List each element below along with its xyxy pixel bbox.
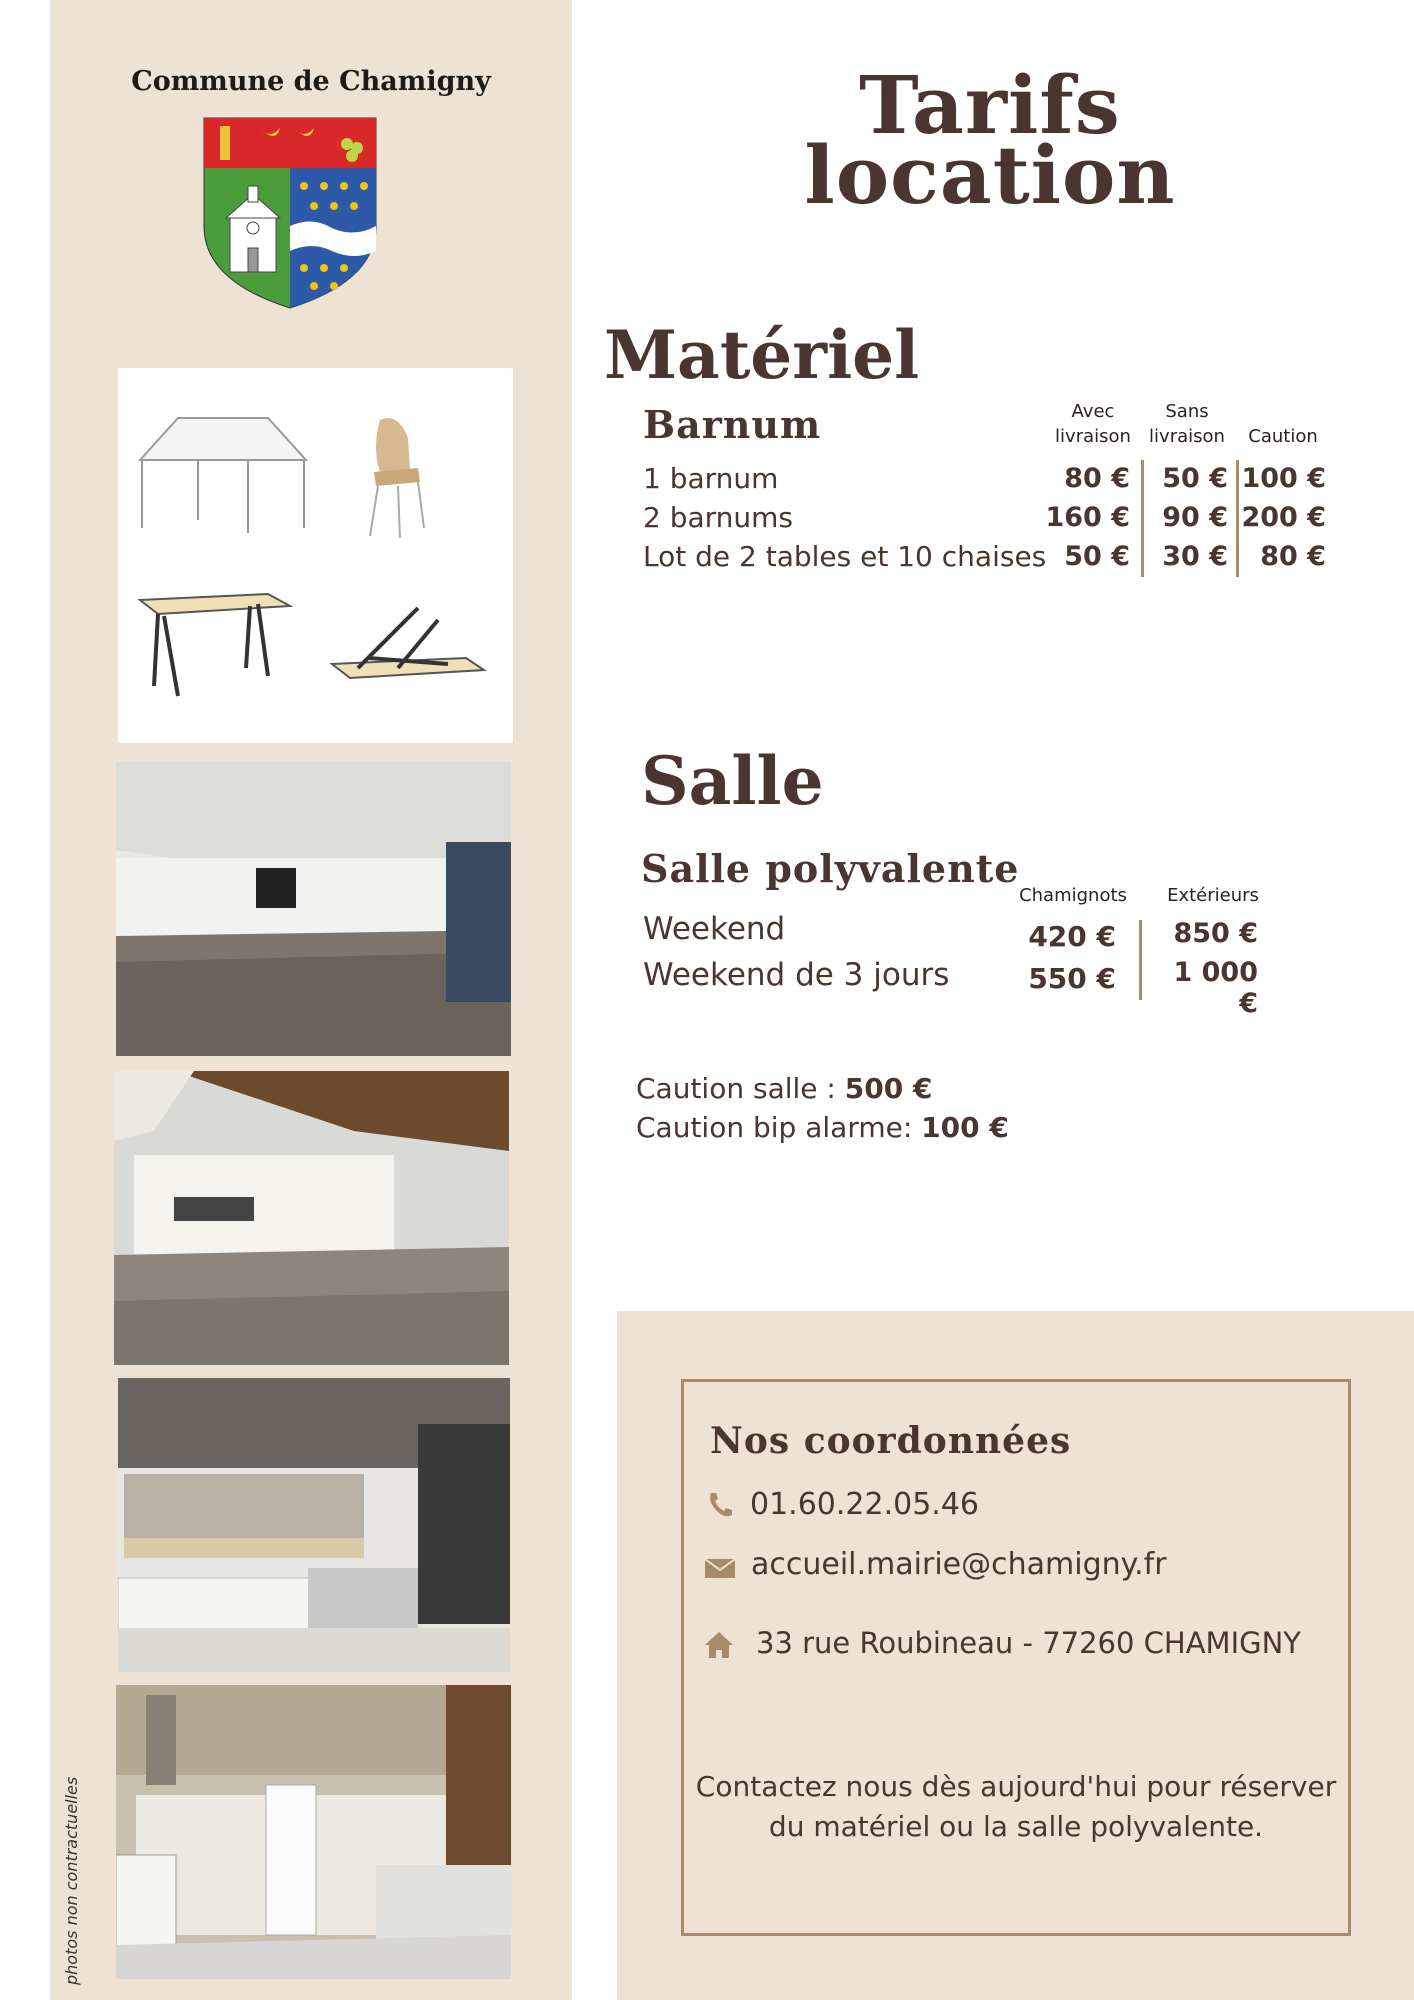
price-sans: 30 € <box>1162 541 1228 572</box>
col-exterieurs: Extérieurs <box>1167 885 1259 906</box>
salle-heading: Salle <box>641 742 824 820</box>
price-caution: 100 € <box>1241 463 1326 494</box>
price-caution: 80 € <box>1260 541 1326 572</box>
title-line-2: location <box>804 128 1176 222</box>
materiel-row-label: 1 barnum <box>643 462 779 495</box>
commune-name: Commune de Chamigny <box>131 66 491 97</box>
photo-kitchen-2 <box>116 1685 511 1979</box>
photos-disclaimer: photos non contractuelles <box>62 1776 81 1985</box>
price-sans: 90 € <box>1162 502 1228 533</box>
divider <box>1139 920 1142 1000</box>
photo-hall-1 <box>116 762 511 1056</box>
price-chamignots: 550 € <box>1028 962 1116 995</box>
price-chamignots: 420 € <box>1028 920 1116 953</box>
page-title <box>780 58 1200 222</box>
col-avec-livraison: Avec livraison <box>1055 401 1131 447</box>
photo-kitchen-1 <box>118 1378 510 1672</box>
price-exterieurs: 1 000 € <box>1173 957 1258 1019</box>
contact-address: 33 rue Roubineau - 77260 CHAMIGNY <box>756 1626 1302 1660</box>
salle-row-label: Weekend de 3 jours <box>643 957 950 993</box>
title-line-1: Tarifs <box>859 58 1121 152</box>
mail-icon <box>704 1553 736 1583</box>
materiel-row-label: 2 barnums <box>643 501 794 534</box>
phone-icon <box>705 1490 735 1520</box>
price-exterieurs: 850 € <box>1173 918 1258 949</box>
sidebar <box>50 0 572 2000</box>
col-chamignots: Chamignots <box>1019 885 1127 906</box>
barnum-subheading: Barnum <box>643 402 822 447</box>
contact-heading: Nos coordonnées <box>710 1420 1072 1462</box>
caution-salle: Caution salle : 500 € <box>636 1072 933 1105</box>
price-avec: 50 € <box>1064 541 1130 572</box>
price-avec: 80 € <box>1064 463 1130 494</box>
col-sans-livraison: Sans livraison <box>1149 401 1225 447</box>
photo-equipment <box>118 368 513 743</box>
salle-subheading: Salle polyvalente <box>641 846 1020 891</box>
contact-email[interactable]: accueil.mairie@chamigny.fr <box>751 1547 1167 1582</box>
home-icon <box>704 1630 734 1660</box>
col-caution: Caution <box>1248 426 1318 447</box>
divider <box>1236 460 1239 577</box>
contact-phone[interactable]: 01.60.22.05.46 <box>750 1487 980 1522</box>
materiel-heading: Matériel <box>604 316 920 394</box>
price-sans: 50 € <box>1162 463 1228 494</box>
price-avec: 160 € <box>1045 502 1130 533</box>
materiel-row-label: Lot de 2 tables et 10 chaises <box>643 540 1047 573</box>
coat-of-arms <box>202 116 378 310</box>
photo-hall-2 <box>114 1071 509 1365</box>
call-to-action: Contactez nous dès aujourd'hui pour réserver du matériel ou la salle polyvalente. <box>695 1770 1337 1843</box>
caution-bip: Caution bip alarme: 100 € <box>636 1111 1009 1144</box>
salle-row-label: Weekend <box>643 911 786 947</box>
price-caution: 200 € <box>1241 502 1326 533</box>
